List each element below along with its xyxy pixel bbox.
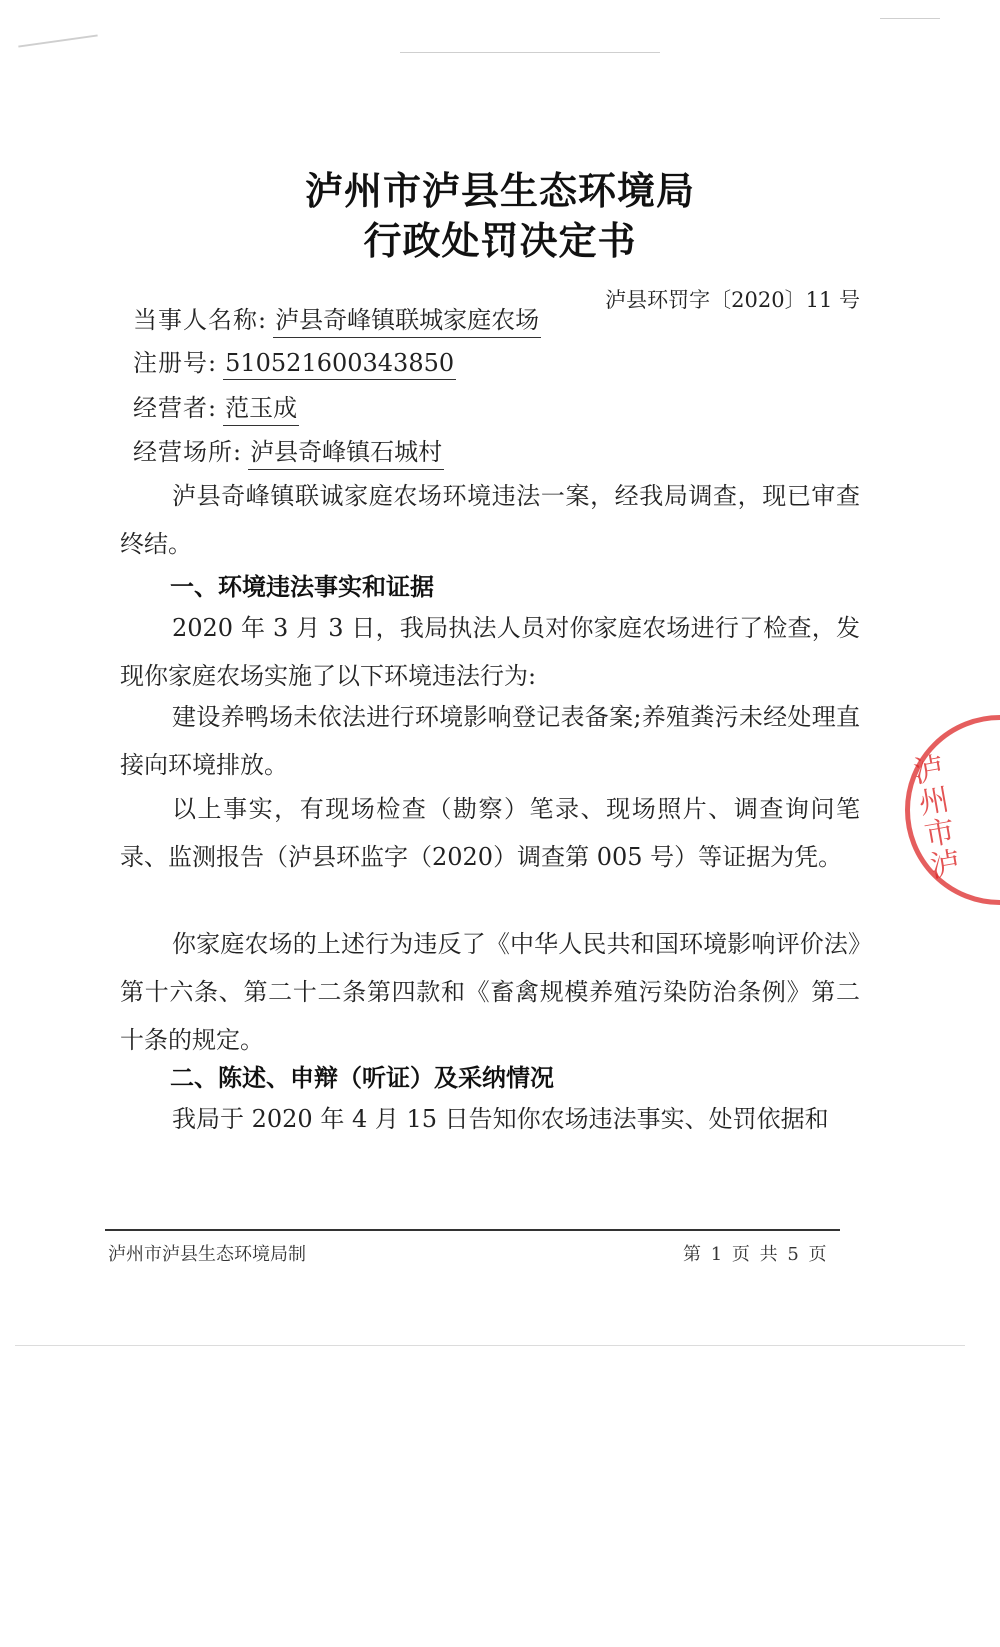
section2-heading: 二、陈述、申辩（听证）及采纳情况	[170, 1064, 554, 1092]
scan-artifact	[880, 18, 940, 19]
footer-divider	[105, 1229, 840, 1231]
official-seal	[905, 715, 1000, 905]
intro-paragraph: 泸县奇峰镇联诚家庭农场环境违法一案，经我局调查，现已审查终结。	[120, 482, 860, 558]
section1-paragraph-2: 建设养鸭场未依法进行环境影响登记表备案;养殖粪污未经处理直接向环境排放。	[120, 703, 860, 779]
page-bottom-edge	[15, 1345, 965, 1346]
premises-value: 泸县奇峰镇石城村	[248, 432, 444, 470]
registration-row	[133, 343, 456, 380]
footer-page-indicator: 第 1 页 共 5 页	[683, 1244, 827, 1265]
document-title-line1: 泸州市泸县生态环境局	[304, 169, 695, 213]
party-name-value: 泸县奇峰镇联城家庭农场	[273, 300, 541, 338]
scan-artifact	[18, 34, 97, 47]
operator-label: 经营者:	[133, 394, 218, 422]
section1-paragraph-4: 你家庭农场的上述行为违反了《中华人民共和国环境影响评价法》第十六条、第二十二条第四款和《畜禽规模养殖污染防治条例》第二十条的规定。	[120, 930, 860, 1054]
section2-paragraph-1: 我局于 2020 年 4 月 15 日告知你农场违法事实、处罚依据和	[172, 1105, 829, 1133]
section1-paragraph-1: 2020 年 3 月 3 日，我局执法人员对你家庭农场进行了检查，发现你家庭农场实施了以下环境违法行为:	[120, 614, 860, 690]
operator-value: 范玉成	[223, 388, 299, 426]
registration-value: 510521600343850	[223, 349, 456, 380]
party-name-row	[133, 300, 541, 338]
footer-issuer: 泸州市泸县生态环境局制	[108, 1244, 306, 1265]
premises-row	[133, 432, 444, 470]
seal-text: 泸州市泸	[910, 750, 964, 885]
document-title-line2: 行政处罚决定书	[363, 219, 637, 263]
premises-label: 经营场所:	[133, 438, 243, 466]
document-number: 泸县环罚字〔2020〕11 号	[605, 288, 860, 312]
section1-heading: 一、环境违法事实和证据	[170, 573, 434, 601]
registration-label: 注册号:	[133, 349, 218, 377]
party-name-label: 当事人名称:	[133, 306, 268, 334]
section1-paragraph-3: 以上事实，有现场检查（勘察）笔录、现场照片、调查询问笔录、监测报告（泸县环监字（2020）调查第 005 号）等证据为凭。	[120, 795, 860, 871]
operator-row	[133, 388, 299, 426]
scan-artifact	[400, 52, 660, 53]
